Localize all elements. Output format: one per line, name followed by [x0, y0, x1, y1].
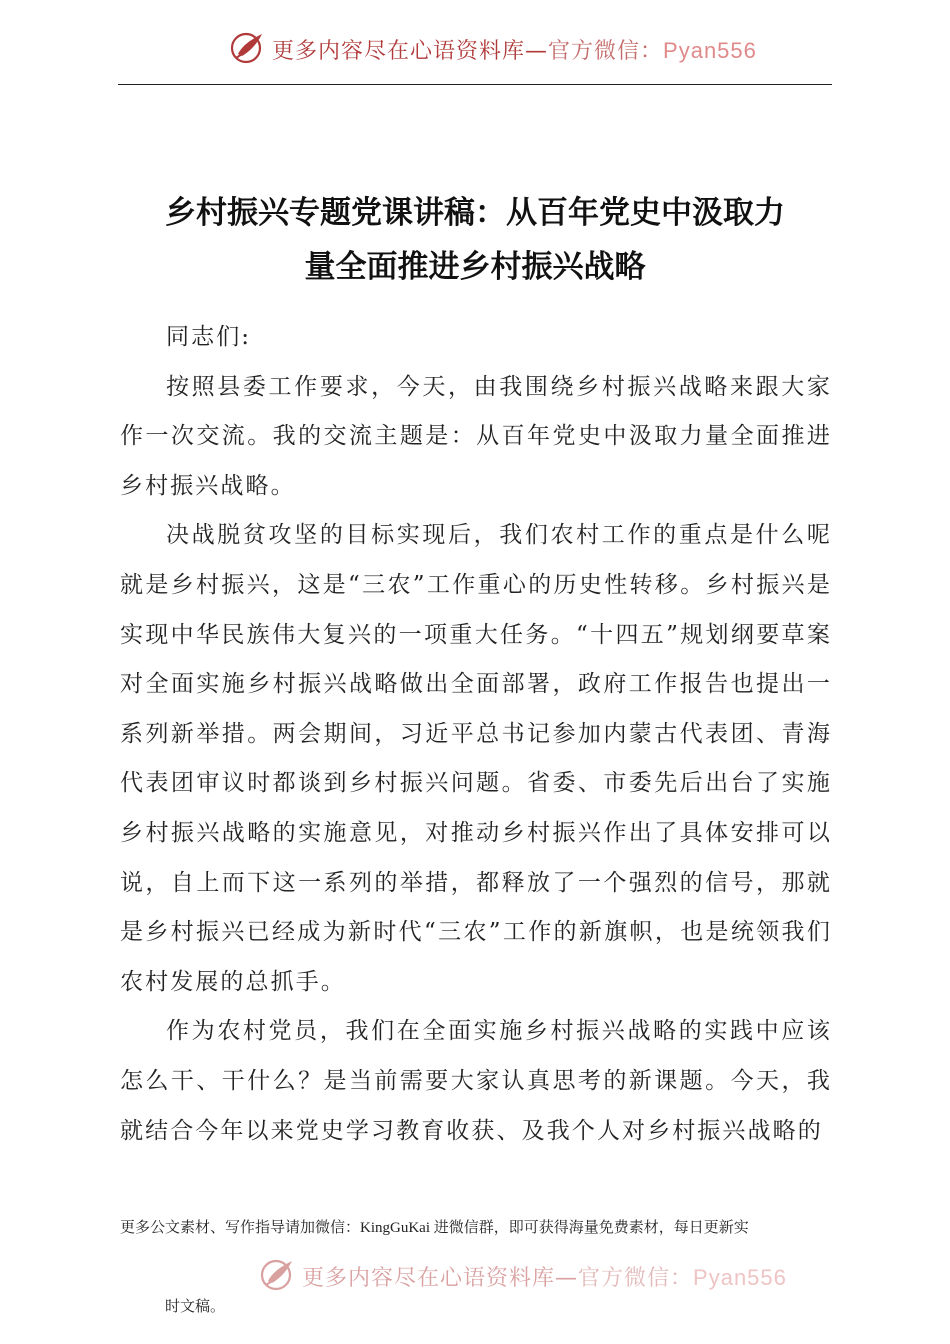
footer-note: 更多公文素材、写作指导请加微信：KingGuKai 进微信群，即可获得海量免费素材，每日更新实 — [120, 1220, 749, 1236]
greeting-paragraph: 同志们: — [166, 324, 252, 350]
header-brand-line — [272, 34, 757, 65]
body-paragraph: 决战脱贫攻坚的目标实现后，我们农村工作的重点是什么呢就是乡村振兴，这是“三农”工作重心的历史性转移。乡村振兴是实现中华民族伟大复兴的一项重大任务。“十四五”规划纲要草案对全面实施乡村振兴战略做出全面部署，政府工作报告也提出一系列新举措。两会期间，习近平总书记参加内蒙古代表团、青海代表团审议时都谈到乡村振兴问题。省委、市委先后出台了实施乡村振兴战略的实施意见，对推动乡村振兴作出了具体安排可以说，自上而下这一系列的举措，都释放了一个强烈的信号，那就是乡村振兴已经成为新时代“三农”工作的新旗帜，也是统领我们农村发展的总抓手。 — [120, 522, 832, 995]
watermark-quill-logo-icon — [258, 1255, 298, 1295]
watermark-wechat-id: Pyan556 — [693, 1265, 787, 1290]
watermark-brand-name: 更多内容尽在心语资料库 — [302, 1266, 556, 1291]
header-wechat-id: Pyan556 — [663, 38, 757, 63]
quill-logo-icon — [228, 28, 268, 68]
header-official-label: 官方微信： — [548, 39, 664, 64]
document-body — [120, 313, 832, 1156]
header-separator: — — [525, 39, 549, 64]
watermark-text — [302, 1261, 787, 1292]
watermark — [0, 1255, 950, 1295]
header-divider — [118, 84, 832, 85]
document-title — [100, 186, 850, 294]
watermark-official-label: 官方微信： — [578, 1266, 694, 1291]
title-line-2: 量全面推进乡村振兴战略 — [304, 249, 646, 285]
page-header — [0, 28, 950, 72]
header-brand-name: 更多内容尽在心语资料库 — [272, 39, 526, 64]
body-paragraph: 作为农村党员，我们在全面实施乡村振兴战略的实践中应该怎么干、干什么？是当前需要大家认真思考的新课题。今天，我就结合今年以来党史学习教育收获、及我个人对乡村振兴战略的 — [120, 1018, 832, 1144]
body-paragraph: 按照县委工作要求，今天，由我围绕乡村振兴战略来跟大家作一次交流。我的交流主题是：从百年党史中汲取力量全面推进乡村振兴战略。 — [120, 373, 832, 499]
title-line-1: 乡村振兴专题党课讲稿：从百年党史中汲取力 — [165, 195, 785, 231]
footer-note-tail: 时文稿。 — [165, 1299, 226, 1315]
watermark-separator: — — [555, 1266, 579, 1291]
